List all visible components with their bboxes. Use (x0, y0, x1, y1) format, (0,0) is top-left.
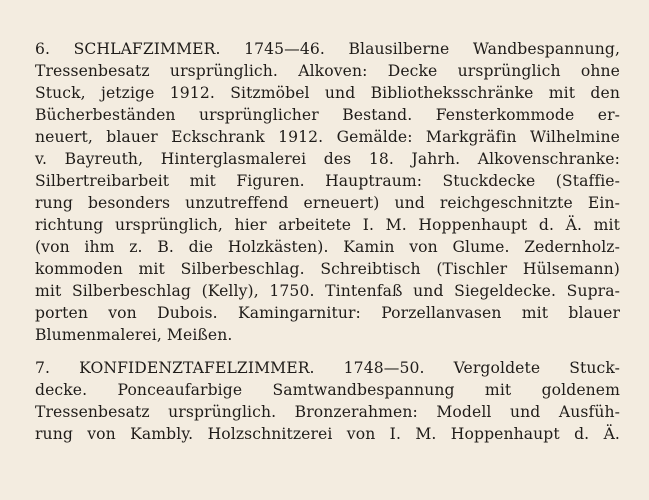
text-line: decke. Ponceaufarbige Samtwandbespannung mit goldenem (35, 381, 620, 399)
text-line: Silbertreibarbeit mit Figuren. Hauptraum: Stuckdecke (Staffie- (35, 172, 620, 190)
paragraph-gap (35, 346, 620, 357)
text-line: Blumenmalerei, Meißen. (35, 326, 233, 344)
text-line: mit Silberbeschlag (Kelly), 1750. Tintenfaß und Siegeldecke. Supra- (35, 282, 620, 300)
text-line: Tressenbesatz ursprünglich. Alkoven: Decke ursprünglich ohne (35, 62, 620, 80)
text-line: porten von Dubois. Kamingarnitur: Porzellanvasen mit blauer (35, 304, 620, 322)
text-line: Bücherbeständen ursprünglicher Bestand. Fensterkommode er- (35, 106, 620, 124)
text-line: rung von Kambly. Holzschnitzerei von I. M. Hoppenhaupt d. Ä. (35, 425, 620, 443)
text-line: kommoden mit Silberbeschlag. Schreibtisch (Tischler Hülsemann) (35, 260, 620, 278)
text-line: 7. KONFIDENZTAFELZIMMER. 1748—50. Vergoldete Stuck- (35, 359, 620, 377)
text-line: 6. SCHLAFZIMMER. 1745—46. Blausilberne Wandbespannung, (35, 40, 620, 58)
text-line: richtung ursprünglich, hier arbeitete I. M. Hoppenhaupt d. Ä. mit (35, 216, 620, 234)
text-line: Tressenbesatz ursprünglich. Bronzerahmen: Modell und Ausfüh- (35, 403, 620, 421)
text-line: (von ihm z. B. die Holzkästen). Kamin von Glume. Zedernholz- (35, 238, 620, 256)
text-line: neuert, blauer Eckschrank 1912. Gemälde: Markgräfin Wilhelmine (35, 128, 620, 146)
text-line: Stuck, jetzige 1912. Sitzmöbel und Bibliotheksschränke mit den (35, 84, 620, 102)
text-line: rung besonders unzutreffend erneuert) und reichgeschnitzte Ein- (35, 194, 620, 212)
text-block (35, 38, 620, 445)
section-schlafzimmer (35, 38, 620, 346)
section-konfidenztafelzimmer (35, 357, 620, 445)
text-line: v. Bayreuth, Hinterglasmalerei des 18. Jahrh. Alkovenschranke: (35, 150, 620, 168)
